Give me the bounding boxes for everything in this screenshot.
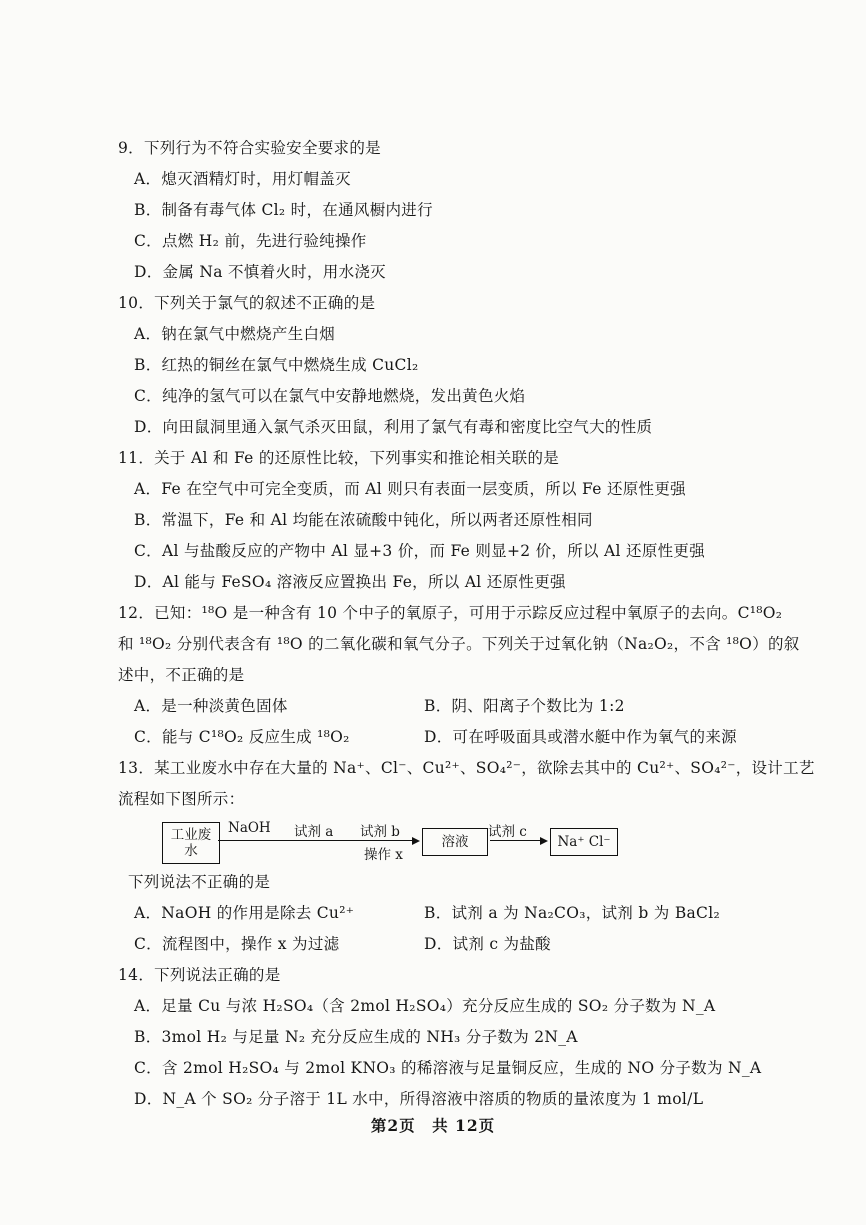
q14-option-d: D．N_A 个 SO₂ 分子溶于 1L 水中，所得溶液中溶质的物质的量浓度为 1 mol/L bbox=[134, 1090, 704, 1108]
q9-option-b: B．制备有毒气体 Cl₂ 时，在通风橱内进行 bbox=[134, 201, 433, 219]
q9-option-a: A．熄灭酒精灯时，用灯帽盖灭 bbox=[134, 170, 351, 188]
flow-arrow-2 bbox=[490, 840, 542, 841]
q12-line-3: 述中，不正确的是 bbox=[118, 666, 245, 684]
q12-option-c: C．能与 C¹⁸O₂ 反应生成 ¹⁸O₂ bbox=[134, 728, 350, 746]
q9-stem: 9．下列行为不符合实验安全要求的是 bbox=[118, 139, 381, 157]
q12-option-a: A．是一种淡黄色固体 bbox=[134, 697, 288, 715]
q10-option-a: A．钠在氯气中燃烧产生白烟 bbox=[134, 325, 336, 343]
q12-line-2: 和 ¹⁸O₂ 分别代表含有 ¹⁸O 的二氧化碳和氧气分子。下列关于过氧化钠（Na₂O₂，不含 ¹⁸O）的叙 bbox=[118, 635, 800, 653]
q11-option-d: D．Al 能与 FeSO₄ 溶液反应置换出 Fe，所以 Al 还原性更强 bbox=[134, 573, 566, 591]
q9-option-d: D．金属 Na 不慎着火时，用水浇灭 bbox=[134, 263, 386, 281]
flow-arrow-head-2 bbox=[540, 837, 548, 845]
flow-arrow-1 bbox=[218, 840, 414, 841]
q12-line-1: 12．已知：¹⁸O 是一种含有 10 个中子的氧原子，可用于示踪反应过程中氧原子的去向。C¹⁸O₂ bbox=[118, 604, 783, 622]
q13-option-b: B．试剂 a 为 Na₂CO₃，试剂 b 为 BaCl₂ bbox=[424, 904, 720, 922]
flow-box-solution: 溶液 bbox=[422, 828, 488, 856]
q11-option-c: C．Al 与盐酸反应的产物中 Al 显+3 价，而 Fe 则显+2 价，所以 Al 还原性更强 bbox=[134, 542, 706, 560]
flow-label-reagent-c: 试剂 c bbox=[488, 824, 527, 840]
q13-option-a: A．NaOH 的作用是除去 Cu²⁺ bbox=[134, 904, 355, 922]
q13-option-d: D．试剂 c 为盐酸 bbox=[424, 935, 551, 953]
flow-label-reagent-a: 试剂 a bbox=[294, 824, 334, 840]
q10-option-d: D．向田鼠洞里通入氯气杀灭田鼠，利用了氯气有毒和密度比空气大的性质 bbox=[134, 418, 653, 436]
q10-stem: 10．下列关于氯气的叙述不正确的是 bbox=[118, 294, 376, 312]
page-footer: 第2页 共 12页 bbox=[370, 1116, 496, 1135]
q13-line-2: 流程如下图所示： bbox=[118, 790, 245, 808]
flow-box-wastewater: 工业废水 bbox=[162, 822, 220, 864]
q12-option-d: D．可在呼吸面具或潜水艇中作为氧气的来源 bbox=[424, 728, 737, 746]
q10-option-c: C．纯净的氢气可以在氯气中安静地燃烧，发出黄色火焰 bbox=[134, 387, 526, 405]
q14-option-a: A．足量 Cu 与浓 H₂SO₄（含 2mol H₂SO₄）充分反应生成的 SO₂ 分子数为 N_A bbox=[134, 997, 716, 1015]
q14-stem: 14．下列说法正确的是 bbox=[118, 966, 281, 984]
q14-option-c: C．含 2mol H₂SO₄ 与 2mol KNO₃ 的稀溶液与足量铜反应，生成的 NO 分子数为 N_A bbox=[134, 1059, 762, 1077]
flow-label-operation-x: 操作 x bbox=[364, 847, 403, 863]
q13-flowchart bbox=[160, 816, 630, 876]
flow-label-reagent-b: 试剂 b bbox=[360, 824, 400, 840]
q13-prompt: 下列说法不正确的是 bbox=[128, 873, 271, 891]
q10-option-b: B．红热的铜丝在氯气中燃烧生成 CuCl₂ bbox=[134, 356, 419, 374]
q12-option-b: B．阴、阳离子个数比为 1:2 bbox=[424, 697, 625, 715]
flow-label-naoh: NaOH bbox=[228, 820, 271, 836]
q11-option-b: B．常温下，Fe 和 Al 均能在浓硫酸中钝化，所以两者还原性相同 bbox=[134, 511, 593, 529]
q14-option-b: B．3mol H₂ 与足量 N₂ 充分反应生成的 NH₃ 分子数为 2N_A bbox=[134, 1028, 578, 1046]
flow-arrow-head-1 bbox=[412, 837, 420, 845]
flow-box-product: Na⁺ Cl⁻ bbox=[550, 828, 618, 856]
q13-option-c: C．流程图中，操作 x 为过滤 bbox=[134, 935, 340, 953]
q9-option-c: C．点燃 H₂ 前，先进行验纯操作 bbox=[134, 232, 367, 250]
q13-line-1: 13．某工业废水中存在大量的 Na⁺、Cl⁻、Cu²⁺、SO₄²⁻，欲除去其中的 Cu²⁺、SO₄²⁻，设计工艺 bbox=[118, 759, 815, 777]
q11-stem: 11．关于 Al 和 Fe 的还原性比较，下列事实和推论相关联的是 bbox=[118, 449, 560, 467]
q11-option-a: A．Fe 在空气中可完全变质，而 Al 则只有表面一层变质，所以 Fe 还原性更强 bbox=[134, 480, 686, 498]
